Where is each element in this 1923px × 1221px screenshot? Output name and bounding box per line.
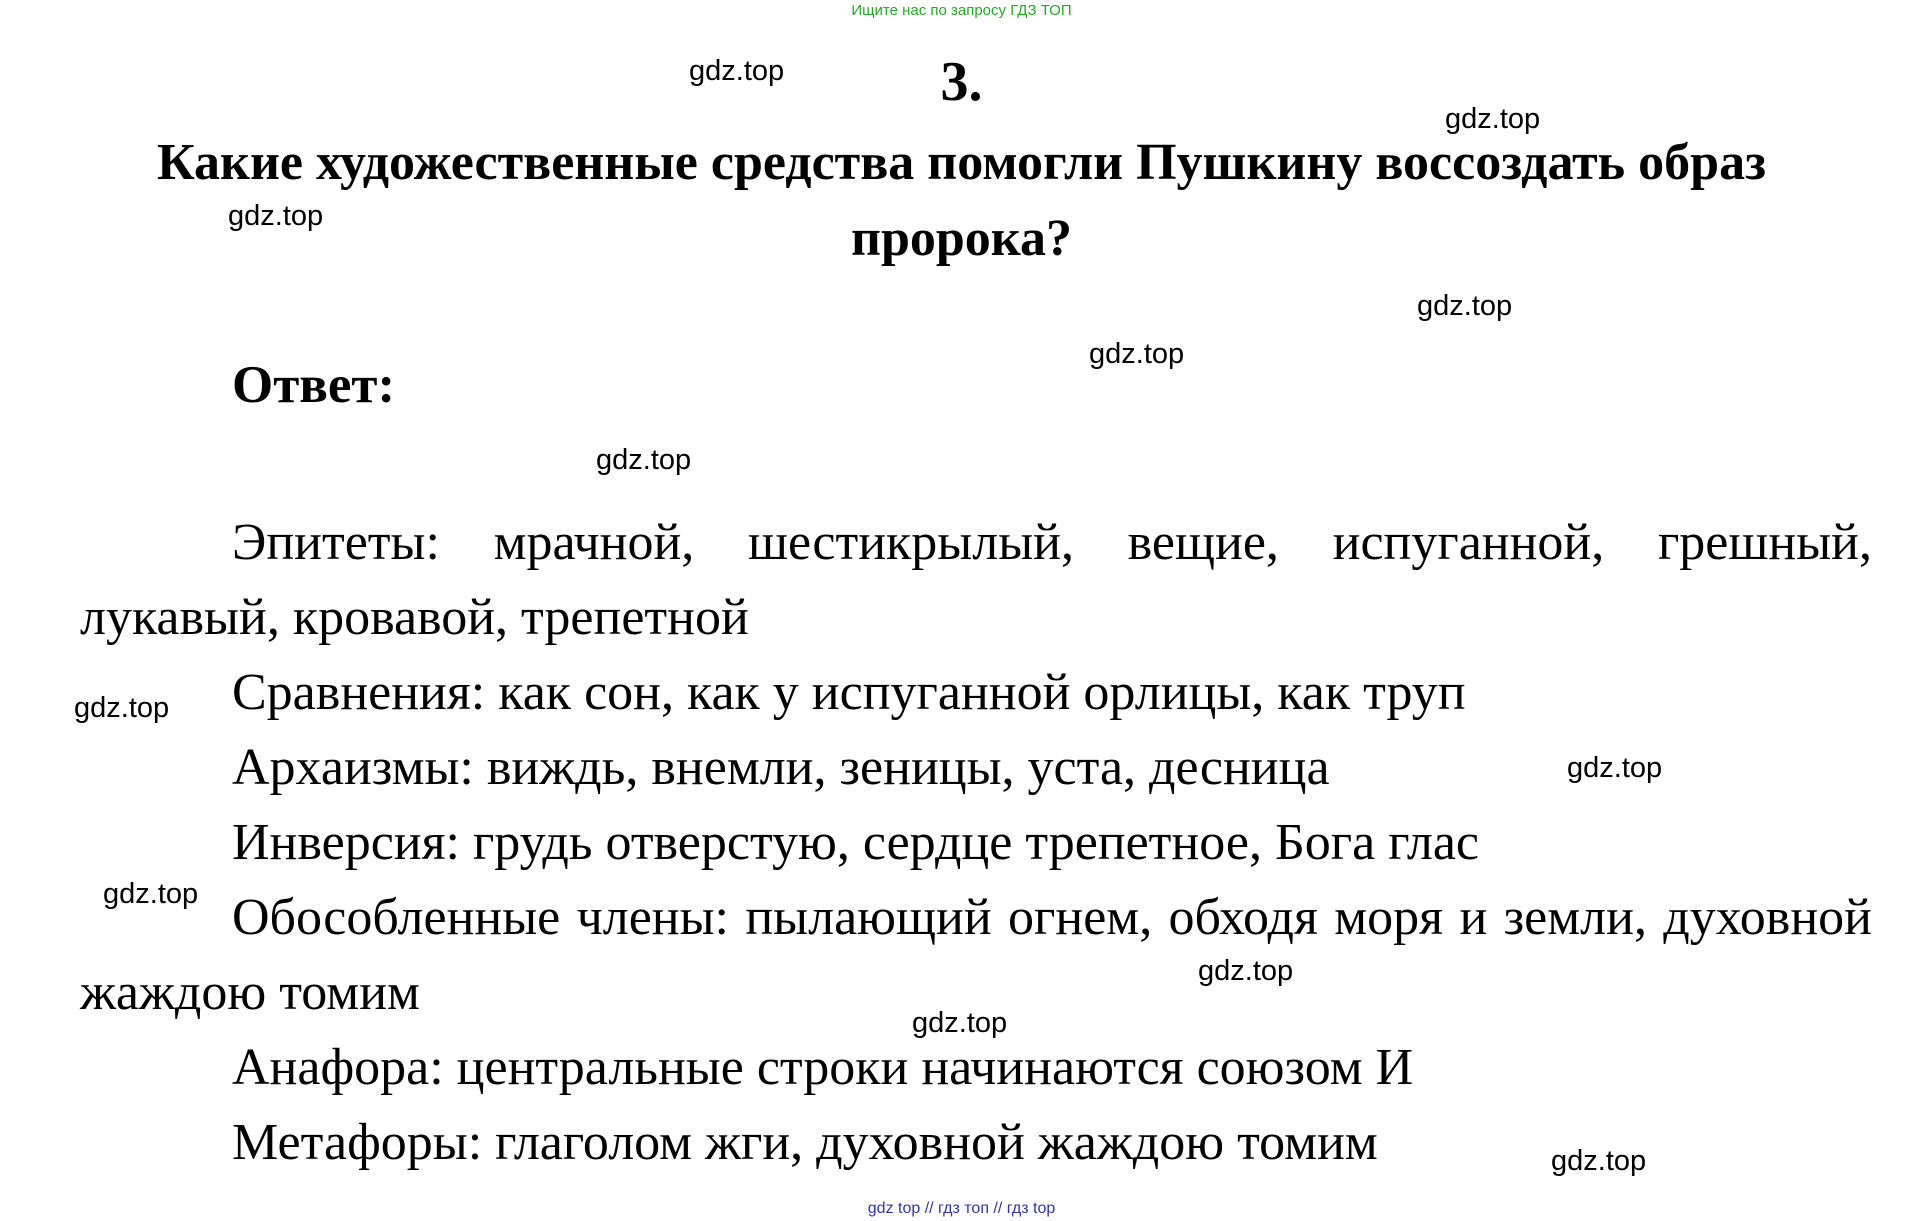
paragraph-epithets: Эпитеты: мрачной, шестикрылый, вещие, испуганной, грешный, лукавый, кровавой, трепетной: [80, 514, 1872, 646]
watermark: gdz.top: [1417, 290, 1513, 322]
paragraph-archaisms: Архаизмы: виждь, внемли, зеницы, уста, десница: [232, 739, 1330, 796]
watermark: gdz.top: [1445, 103, 1541, 135]
task-number: 3.: [940, 51, 983, 113]
watermark: gdz.top: [103, 878, 199, 910]
watermark: gdz.top: [596, 444, 692, 476]
watermark: gdz.top: [689, 55, 785, 87]
paragraph-metaphors: Метафоры: глаголом жги, духовной жаждою томим: [232, 1114, 1378, 1171]
top-banner: Ищите нас по запросу ГДЗ ТОП: [851, 2, 1072, 19]
watermark: gdz.top: [1567, 752, 1663, 784]
watermark: gdz.top: [1089, 338, 1185, 370]
paragraph-comparisons: Сравнения: как сон, как у испуганной орлицы, как труп: [232, 664, 1466, 721]
footer-watermark: gdz top // гдз топ // гдз top: [867, 1200, 1056, 1217]
watermark: gdz.top: [912, 1007, 1008, 1039]
paragraph-inversion: Инверсия: грудь отверстую, сердце трепетное, Бога глас: [232, 814, 1480, 871]
question-title: Какие художественные средства помогли Пушкину воссоздать образ пророка?: [156, 134, 1766, 267]
paragraph-anaphora: Анафора: центральные строки начинаются союзом И: [232, 1039, 1414, 1096]
answer-heading: Ответ:: [232, 356, 396, 414]
watermark: gdz.top: [1551, 1145, 1647, 1177]
watermark: gdz.top: [1198, 955, 1294, 987]
watermark: gdz.top: [228, 200, 324, 232]
watermark: gdz.top: [74, 692, 170, 724]
paragraph-isolated-members: Обособленные члены: пылающий огнем, обходя моря и земли, духовной жаждою томим: [80, 889, 1872, 1021]
